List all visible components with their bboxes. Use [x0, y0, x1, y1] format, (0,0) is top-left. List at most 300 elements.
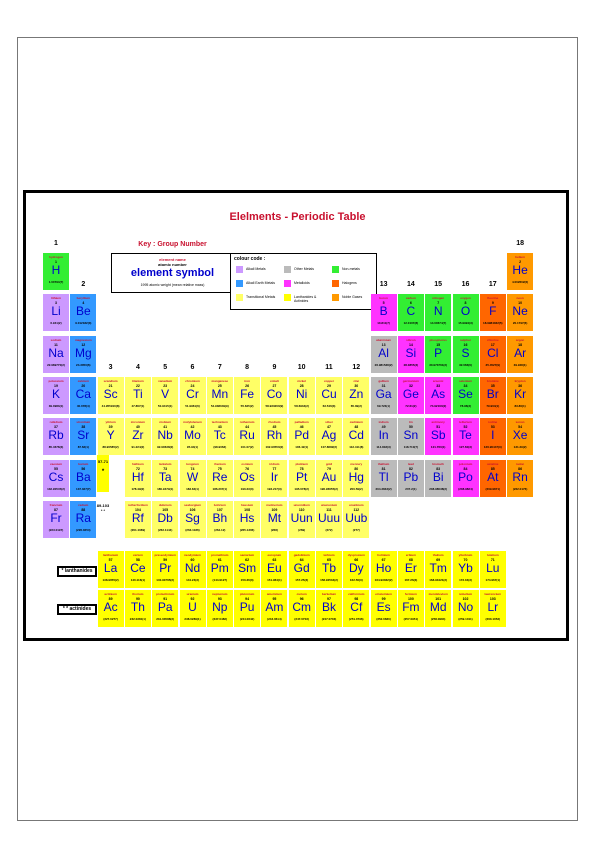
atomic-number: 56: [81, 466, 86, 471]
atomic-weight: 15.9994(3): [458, 321, 473, 326]
element-cell-cl: [480, 336, 506, 373]
element-symbol: U: [188, 600, 197, 614]
legend-label: Alkali Earth Metals: [246, 281, 275, 285]
element-symbol: Np: [212, 600, 228, 614]
element-cell-cs: [43, 460, 69, 497]
atomic-weight: 158.92534(2): [320, 578, 338, 582]
element-name: beryllium: [76, 296, 90, 301]
atomic-weight: (209.9871): [485, 486, 501, 491]
element-cell-ir: [261, 460, 287, 497]
element-cell-ca: [70, 377, 96, 414]
atomic-number: 70: [463, 558, 468, 562]
legend-swatch: [332, 294, 339, 301]
atomic-number: 100: [407, 597, 414, 601]
element-name: erbium: [405, 553, 416, 557]
legend-swatch: [236, 294, 243, 301]
element-name: sodium: [50, 337, 62, 342]
atomic-number: 54: [518, 425, 523, 430]
element-cell-li: [43, 294, 69, 331]
element-symbol: Mn: [211, 386, 229, 401]
legend-label: Halogens: [342, 281, 357, 285]
element-symbol: Na: [48, 345, 64, 360]
atomic-number: 26: [245, 383, 250, 388]
atomic-number: 65: [327, 558, 331, 562]
atomic-number: 10: [518, 301, 523, 306]
atomic-weight: 102.90550(2): [265, 445, 284, 450]
atomic-number: 75: [217, 466, 222, 471]
atomic-weight: 157.25(3): [295, 578, 309, 582]
element-name: protactinium: [156, 592, 175, 596]
element-cell-es: [371, 590, 397, 627]
element-name: argon: [515, 337, 525, 342]
atomic-weight: 83.80(1): [514, 403, 526, 408]
atomic-number: 35: [490, 383, 495, 388]
atomic-number: 36: [518, 383, 523, 388]
atomic-weight: 208.98038(2): [429, 486, 448, 491]
placeholder-57-71-label: 57-71: [97, 459, 109, 464]
element-symbol: Ce: [130, 561, 146, 575]
atomic-number: 112: [353, 507, 360, 512]
atomic-number: 99: [381, 597, 386, 601]
element-name: americium: [266, 592, 282, 596]
group-label-12: 12: [352, 363, 361, 371]
atomic-weight: (223.0197): [48, 527, 64, 532]
element-name: palladium: [294, 420, 309, 425]
element-cell-pm: [207, 551, 233, 588]
element-cell-ra: [70, 501, 96, 538]
element-symbol: He: [512, 263, 528, 277]
element-cell-sg: [180, 501, 206, 538]
atomic-weight: 121.760(1): [430, 445, 446, 450]
atomic-number: 6: [409, 301, 412, 306]
atomic-weight: 50.9415(1): [157, 403, 173, 408]
element-symbol: Pd: [294, 428, 310, 443]
atomic-number: 88: [81, 507, 86, 512]
element-name: dubnium: [158, 502, 172, 507]
atomic-weight: 9.012182(3): [75, 321, 92, 326]
element-cell-sr: [70, 418, 96, 455]
element-cell-he: [507, 253, 533, 290]
element-cell-fr: [43, 501, 69, 538]
element-cell-ge: [398, 377, 424, 414]
element-cell-na: [43, 336, 69, 373]
atomic-weight: 88.90585(2): [102, 445, 119, 450]
atomic-number: 44: [245, 425, 250, 430]
atomic-number: 24: [190, 383, 195, 388]
element-symbol: No: [457, 600, 474, 614]
element-symbol: Mt: [267, 510, 282, 525]
group-label-2: 2: [81, 281, 86, 289]
placeholder-89-103: [96, 503, 110, 513]
atomic-weight: 1.00794(7): [48, 280, 64, 284]
element-name: thulium: [432, 553, 444, 557]
element-cell-co: [261, 377, 287, 414]
atomic-number: 111: [326, 507, 332, 512]
atomic-weight: (258.0984): [430, 617, 446, 621]
atomic-number: 98: [354, 597, 359, 601]
legend-label: Alkali Metals: [246, 267, 266, 271]
element-symbol: Ar: [514, 345, 527, 360]
group-label-6: 6: [190, 363, 195, 371]
element-name: iodine: [488, 420, 498, 425]
atomic-number: 61: [217, 558, 222, 562]
element-symbol: Rf: [131, 510, 144, 525]
atomic-number: 8: [464, 301, 467, 306]
element-cell-yb: [453, 551, 479, 588]
element-name: silver: [325, 420, 333, 425]
element-cell-pt: [289, 460, 315, 497]
group-label-16: 16: [461, 281, 470, 289]
element-cell-pb: [398, 460, 424, 497]
legend-swatch: [284, 294, 291, 301]
element-cell-bi: [425, 460, 451, 497]
element-symbol: Tc: [213, 428, 226, 443]
atomic-weight: 58.6934(2): [294, 403, 309, 408]
element-name: lanthanum: [103, 553, 119, 557]
atomic-weight: 137.327(7): [76, 486, 91, 491]
element-cell-in: [371, 418, 397, 455]
element-name: chlorine: [486, 337, 499, 342]
element-name: lutetium: [486, 553, 499, 557]
element-name: fluorine: [487, 296, 499, 301]
atomic-weight: 69.723(1): [377, 403, 391, 408]
element-symbol: O: [460, 304, 471, 319]
atomic-number: 3: [55, 301, 57, 306]
atomic-weight: 92.90638(2): [157, 445, 174, 450]
atomic-number: 109: [271, 507, 278, 512]
element-symbol: Cu: [321, 386, 337, 401]
key-atomic-weight: 1995 atomic weight (mean relative mass): [140, 283, 205, 287]
atomic-number: 82: [408, 466, 413, 471]
element-symbol: F: [489, 304, 497, 319]
atomic-weight: 4.002602(2): [512, 280, 529, 284]
atomic-number: 106: [189, 507, 196, 512]
atomic-weight: 85.4678(3): [48, 445, 64, 450]
atomic-weight: 39.0983(1): [48, 403, 64, 408]
atomic-weight: (269): [298, 527, 306, 532]
element-name: zinc: [353, 378, 360, 383]
element-name: iridium: [269, 461, 280, 466]
element-symbol: Pr: [159, 561, 172, 575]
element-name: rhenium: [213, 461, 226, 466]
atomic-weight: 186.207(1): [212, 486, 228, 491]
element-cell-uun: [289, 501, 315, 538]
element-name: molybdenum: [183, 420, 202, 425]
element-symbol: Cf: [350, 600, 363, 614]
atomic-number: 55: [54, 466, 58, 471]
legend-swatch: [236, 266, 243, 273]
atomic-number: 105: [162, 507, 169, 512]
element-symbol: Gd: [293, 561, 310, 575]
element-cell-rh: [261, 418, 287, 455]
atomic-number: 48: [354, 425, 359, 430]
element-cell-er: [398, 551, 424, 588]
element-symbol: Cm: [292, 600, 312, 614]
legend-label: Other Metals: [294, 267, 315, 271]
element-cell-pr: [152, 551, 178, 588]
element-cell-si: [398, 336, 424, 373]
element-cell-ag: [316, 418, 342, 455]
element-cell-bk: [316, 590, 342, 627]
atomic-weight: 65.39(2): [350, 403, 362, 408]
element-cell-uuu: [316, 501, 342, 538]
element-symbol: V: [161, 386, 170, 401]
element-name: caesium: [49, 461, 62, 466]
atomic-number: 21: [108, 383, 113, 388]
atomic-weight: (226.0254): [76, 527, 91, 532]
element-name: silicon: [406, 337, 416, 342]
element-symbol: S: [461, 345, 470, 360]
element-symbol: Se: [458, 386, 473, 401]
element-symbol: Ta: [158, 469, 172, 484]
atomic-weight: 138.9055(2): [102, 578, 119, 582]
legend-swatch: [236, 280, 243, 287]
element-name: phosphorus: [429, 337, 447, 342]
atomic-weight: 174.967(1): [485, 578, 501, 582]
element-cell-po: [453, 460, 479, 497]
atomic-weight: 44.955910(8): [101, 403, 120, 408]
color-code-legend: [230, 253, 377, 310]
element-symbol: Th: [130, 600, 145, 614]
element-name: bohrium: [213, 502, 226, 507]
element-symbol: Cs: [48, 469, 64, 484]
element-cell-p: [425, 336, 451, 373]
element-symbol: Zr: [132, 428, 144, 443]
atomic-weight: 74.92160(2): [430, 403, 447, 408]
element-name: gallium: [378, 378, 389, 383]
element-cell-ba: [70, 460, 96, 497]
atomic-weight: 140.90765(2): [156, 578, 175, 582]
element-name: neodymium: [184, 553, 201, 557]
atomic-number: 76: [245, 466, 250, 471]
atomic-number: 23: [163, 383, 168, 388]
atomic-number: 101: [435, 597, 442, 601]
legend-item: [332, 266, 379, 278]
element-symbol: Sm: [238, 561, 257, 575]
element-cell-cu: [316, 377, 342, 414]
element-symbol: Ca: [75, 386, 91, 401]
element-name: rhodium: [268, 420, 281, 425]
element-name: bromine: [486, 378, 499, 383]
element-name: thorium: [132, 592, 144, 596]
element-symbol: Rn: [512, 469, 528, 484]
element-name: curium: [296, 592, 307, 596]
atomic-number: 18: [518, 342, 523, 347]
group-label-3: 3: [108, 363, 113, 371]
element-symbol: Er: [404, 561, 417, 575]
element-cell-f: [480, 294, 506, 331]
element-name: selenium: [458, 378, 472, 383]
element-name: krypton: [514, 378, 526, 383]
atomic-number: 19: [54, 383, 58, 388]
element-name: ytterbium: [458, 553, 473, 557]
element-symbol: C: [406, 304, 416, 319]
atomic-weight: 107.8682(2): [320, 445, 338, 450]
element-symbol: Ni: [296, 386, 308, 401]
group-label-4: 4: [135, 363, 140, 371]
element-symbol: Rb: [48, 428, 64, 443]
atomic-number: 12: [81, 342, 86, 347]
atomic-weight: 126.90447(3): [483, 445, 502, 450]
element-cell-th: [125, 590, 151, 627]
element-name: radium: [78, 502, 89, 507]
legend-label: Lanthanides & Actinides: [294, 295, 317, 303]
group-label-10: 10: [297, 363, 306, 371]
element-name: cerium: [132, 553, 143, 557]
key-atomic-number: atomic number: [158, 262, 187, 267]
element-cell-mn: [207, 377, 233, 414]
atomic-number: 41: [163, 425, 168, 430]
atomic-number: 71: [490, 558, 495, 562]
element-cell-uub: [343, 501, 369, 538]
atomic-number: 15: [436, 342, 441, 347]
element-symbol: Uun: [290, 510, 313, 525]
element-symbol: Au: [321, 469, 337, 484]
element-name: polonium: [458, 461, 473, 466]
star-marker: *: [101, 469, 105, 475]
element-symbol: Ti: [133, 386, 143, 401]
atomic-weight: 87.62(1): [77, 445, 89, 450]
atomic-number: 25: [217, 383, 222, 388]
element-symbol: Bk: [321, 600, 336, 614]
element-name: actinium: [104, 592, 117, 596]
element-name: francium: [49, 502, 63, 507]
element-name: antimony: [431, 420, 445, 425]
atomic-weight: 58.933200(9): [265, 403, 284, 408]
element-name: copper: [323, 378, 334, 383]
atomic-number: 59: [163, 558, 168, 562]
element-symbol: Nd: [184, 561, 201, 575]
element-cell-fe: [234, 377, 260, 414]
element-symbol: Ir: [270, 469, 279, 484]
atomic-weight: (222.0176): [512, 486, 528, 491]
element-name: hafnium: [132, 461, 144, 466]
legend-label: Noble Gases: [342, 295, 363, 299]
atomic-weight: 63.546(3): [322, 403, 336, 408]
legend-item: [236, 266, 283, 278]
element-cell-o: [453, 294, 479, 331]
atomic-weight: 173.04(3): [459, 578, 472, 582]
element-name: praseodymium: [154, 553, 176, 557]
atomic-weight: (257.0951): [403, 617, 419, 621]
element-cell-be: [70, 294, 96, 331]
element-cell-pd: [289, 418, 315, 455]
atomic-weight: 195.078(2): [294, 486, 309, 491]
element-name: strontium: [76, 420, 91, 425]
element-symbol: Ho: [375, 561, 392, 575]
star-marker-2: * *: [100, 508, 106, 513]
placeholder-57-71: [97, 455, 109, 492]
element-symbol: Kr: [514, 386, 527, 401]
element-name: europium: [267, 553, 282, 557]
element-cell-pu: [234, 590, 260, 627]
atomic-weight: 238.0289(1): [184, 617, 201, 621]
group-label-15: 15: [434, 281, 443, 289]
element-symbol: Co: [266, 386, 283, 401]
element-symbol: Po: [458, 469, 473, 484]
atomic-number: 80: [354, 466, 359, 471]
element-cell-zn: [343, 377, 369, 414]
element-name: berkelium: [321, 592, 337, 596]
element-cell-s: [453, 336, 479, 373]
element-symbol: Lu: [486, 561, 500, 575]
element-name: manganese: [211, 378, 229, 383]
element-name: potassium: [48, 378, 64, 383]
element-symbol: Bh: [212, 510, 228, 525]
atomic-weight: 151.964(1): [267, 578, 282, 582]
atomic-weight: (251.0796): [349, 617, 364, 621]
atomic-weight: 164.93032(2): [374, 578, 393, 582]
element-symbol: Cl: [487, 345, 499, 360]
placeholder-89-103-label: 89-103: [96, 503, 110, 508]
atomic-number: 69: [436, 558, 441, 562]
atomic-weight: 114.818(3): [376, 445, 391, 450]
element-name: technetium: [211, 420, 228, 425]
atomic-weight: 200.59(2): [349, 486, 363, 491]
atomic-number: 96: [299, 597, 304, 601]
page-title: Elelments - Periodic Table: [229, 211, 366, 223]
element-cell-au: [316, 460, 342, 497]
element-name: dysprosium: [347, 553, 365, 557]
atomic-number: 66: [354, 558, 359, 562]
element-symbol: Ga: [375, 386, 392, 401]
atomic-weight: 95.94(1): [186, 445, 199, 450]
element-cell-rb: [43, 418, 69, 455]
atomic-number: 92: [190, 597, 195, 601]
element-symbol: H: [51, 263, 61, 277]
atomic-number: 11: [54, 342, 58, 347]
atomic-weight: 26.981538(2): [374, 362, 393, 367]
atomic-number: 39: [108, 425, 113, 430]
group-label-13: 13: [379, 281, 388, 289]
atomic-weight: 35.4527(9): [485, 362, 501, 367]
atomic-number: 87: [54, 507, 58, 512]
element-cell-xe: [507, 418, 533, 455]
element-cell-no: [453, 590, 479, 627]
element-name: neptunium: [212, 592, 228, 596]
atomic-weight: 14.00674(7): [430, 321, 447, 326]
atomic-weight: 106.42(1): [295, 445, 309, 450]
element-symbol: Es: [376, 600, 391, 614]
atomic-number: 40: [135, 425, 140, 430]
atomic-number: 33: [436, 383, 441, 388]
element-cell-cf: [343, 590, 369, 627]
element-symbol: Br: [486, 386, 499, 401]
element-cell-kr: [507, 377, 533, 414]
atomic-number: 2: [519, 260, 522, 264]
atomic-number: 85: [490, 466, 495, 471]
element-symbol: Xe: [512, 428, 528, 443]
atomic-number: 29: [327, 383, 331, 388]
atomic-weight: 118.710(7): [403, 445, 419, 450]
element-symbol: Ra: [75, 510, 91, 525]
atomic-weight: (98.9063): [213, 445, 227, 450]
element-cell-pa: [152, 590, 178, 627]
element-symbol: Lr: [487, 600, 499, 614]
element-name: nitrogen: [432, 296, 445, 301]
element-symbol: Dy: [348, 561, 364, 575]
element-cell-y: [98, 418, 124, 455]
element-name: hydrogen: [49, 255, 63, 259]
atomic-weight: (244.0642): [239, 617, 255, 621]
atomic-weight: (263.1186): [185, 527, 200, 532]
group-label-18: 18: [516, 240, 524, 247]
element-name: calcium: [77, 378, 89, 383]
atomic-weight: 144.24(3): [186, 578, 199, 582]
element-cell-n: [425, 294, 451, 331]
element-cell-tb: [316, 551, 342, 588]
legend-swatch: [284, 280, 291, 287]
